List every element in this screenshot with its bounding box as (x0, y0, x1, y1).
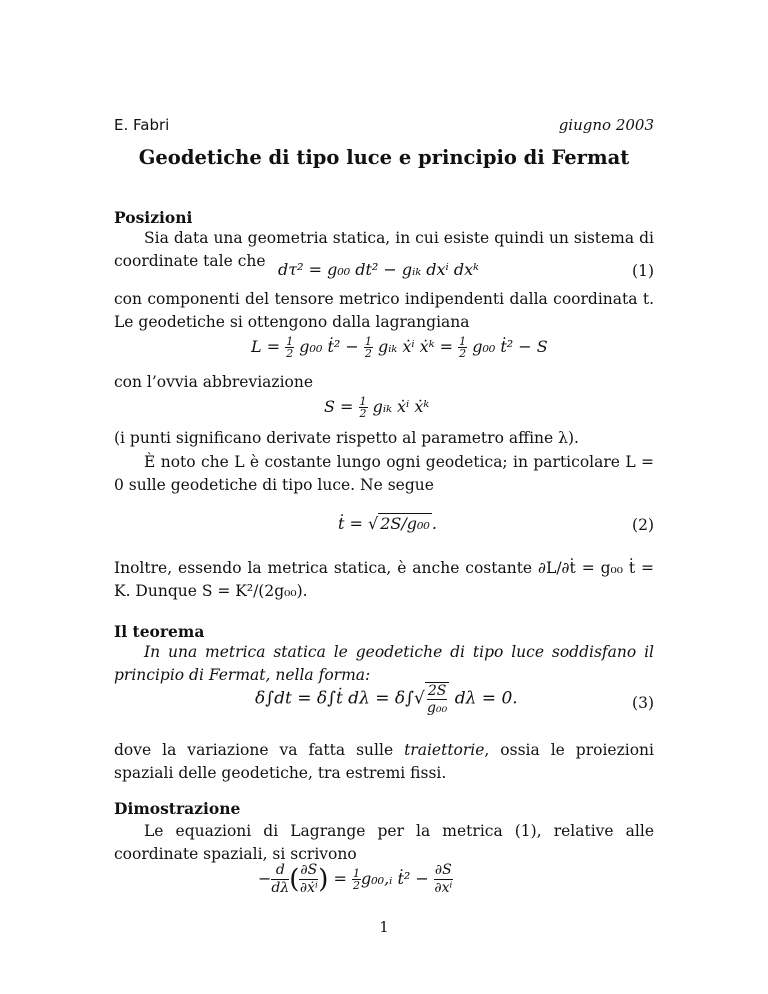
paragraph-posizioni-3: con l’ovvia abbreviazione (114, 373, 314, 391)
eq3-fraction: $\frac{2S}{\text{g₀₀}}$ (425, 682, 450, 716)
section-heading-posizioni: Posizioni (114, 208, 193, 227)
eq3-right: dλ = 0. (449, 688, 518, 709)
s-lhs: S = (324, 397, 359, 416)
equation-s-definition (324, 396, 429, 419)
equation-number-1: (1) (632, 262, 654, 280)
equation-lagrangian (251, 336, 548, 359)
lagrangian-lhs: L = (251, 337, 286, 356)
half-fraction: $\frac{1}{2}$ (286, 335, 294, 360)
page-title: Geodetiche di tipo luce e principio di Fermat (138, 146, 630, 169)
half-fraction: $\frac{1}{2}$ (459, 335, 467, 360)
paragraph-dimostrazione-1: Le equazioni di Lagrange per la metrica (1), relative alle coordinate spaziali, si scrivono (114, 822, 654, 863)
section-heading-teorema: Il teorema (114, 622, 205, 641)
lagrangian-term-1: g₀₀ ṫ² − (294, 337, 364, 356)
author: E. Fabri (114, 116, 170, 134)
equation-2: ṫ = √ 2S/g₀₀ . (338, 514, 437, 533)
theorem-statement: In una metrica statica le geodetiche di tipo luce soddisfano il principio di Fermat, nella forma: (114, 643, 654, 684)
section-heading-dimostrazione: Dimostrazione (114, 799, 241, 818)
paragraph-posizioni-2: con componenti del tensore metrico indipendenti dalla coordinata t. Le geodetiche si ottengono dalla lagrangiana (114, 290, 654, 331)
half-fraction: $\frac{1}{2}$ (364, 335, 372, 360)
paragraph-posizioni-1: Sia data una geometria statica, in cui esiste quindi un sistema di coordinate tale che (114, 229, 654, 270)
paragraph-teorema-after: dove la variazione va fatta sulle traiettorie, ossia le proiezioni spaziali delle geodetiche, tra estremi fissi. (114, 741, 654, 782)
half-fraction: $\frac{1}{2}$ (359, 395, 367, 420)
eq3-left: δ∫dt = δ∫ṫ dλ = δ∫ (255, 688, 414, 709)
equation-lagrange: − $\frac{d}{d\lambda}$ ( $\frac{\partial S}{\text{∂ẋⁱ}}$ ) = $\frac{1}{2}$ g₀₀,ᵢ ṫ² − $\frac{\partial S}{\text{∂xⁱ}}$ (258, 862, 453, 896)
paragraph-posizioni-5: È noto che L è costante lungo ogni geodetica; in particolare L = 0 sulle geodetiche di tipo luce. Ne segue (114, 453, 654, 494)
date: giugno 2003 (558, 116, 654, 134)
eq2-radicand: 2S/g₀₀ (380, 514, 430, 533)
equation-1: dτ² = g₀₀ dt² − gᵢₖ dxⁱ dxᵏ (278, 260, 479, 279)
lagrangian-term-3: g₀₀ ṫ² − S (467, 337, 548, 356)
page-number: 1 (379, 918, 389, 936)
paragraph-posizioni-6: Inoltre, essendo la metrica statica, è anche costante ∂L/∂ṫ = g₀₀ ṫ = K. Dunque S = K²/(2g₀₀). (114, 559, 654, 600)
lagrangian-term-2: gᵢₖ ẋⁱ ẋᵏ = (372, 337, 459, 356)
eq2-lhs: ṫ = (338, 514, 369, 533)
derivative-d-dlambda: $\frac{d}{d\lambda}$ (271, 862, 290, 896)
partial-s-dxdot: $\frac{\partial S}{\text{∂ẋⁱ}}$ (299, 862, 318, 896)
partial-s-dx: $\frac{\partial S}{\text{∂xⁱ}}$ (434, 862, 453, 896)
equation-number-3: (3) (632, 694, 654, 712)
half-fraction: $\frac{1}{2}$ (353, 867, 360, 892)
paragraph-posizioni-4: (i punti significano derivate rispetto al parametro affine λ). (114, 429, 579, 447)
emphasis-traiettorie: traiettorie (404, 741, 485, 759)
equation-3: δ∫dt = δ∫ṫ dλ = δ∫√ $\frac{2S}{\text{g₀₀}}$ dλ = 0. (255, 683, 518, 716)
equation-number-2: (2) (632, 516, 654, 534)
s-rhs: gᵢₖ ẋⁱ ẋᵏ (367, 397, 430, 416)
